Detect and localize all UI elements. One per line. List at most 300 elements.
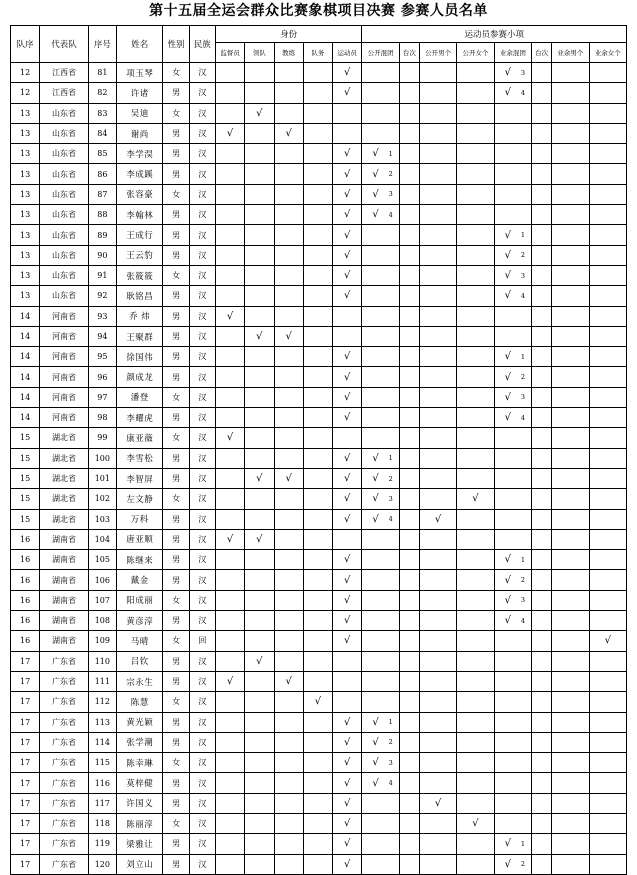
coach-cell xyxy=(274,834,303,854)
open-board-cell xyxy=(399,611,419,631)
ethnicity-cell: 汉 xyxy=(189,509,215,529)
open-board-cell xyxy=(399,570,419,590)
open-board-cell xyxy=(399,245,419,265)
header-amateur-board: 台次 xyxy=(532,43,552,63)
amateur-women-cell xyxy=(589,265,626,285)
name-cell: 李翰林 xyxy=(117,205,163,225)
gender-cell: 男 xyxy=(163,529,189,549)
open-team-cell xyxy=(362,387,399,407)
athlete-cell xyxy=(333,245,362,265)
amateur-men-cell xyxy=(552,367,589,387)
open-men-cell xyxy=(419,813,456,833)
coach-cell xyxy=(274,489,303,509)
header-row-top xyxy=(11,26,627,43)
coach-cell xyxy=(274,793,303,813)
open-board-cell xyxy=(399,732,419,752)
leader-cell xyxy=(245,83,274,103)
delegation-cell: 湖北省 xyxy=(40,509,88,529)
open-board-cell xyxy=(399,225,419,245)
open-men-cell xyxy=(419,773,456,793)
table-row xyxy=(11,184,627,204)
team-no-cell: 16 xyxy=(11,611,40,631)
open-men-cell xyxy=(419,834,456,854)
open-team-cell xyxy=(362,367,399,387)
athlete-cell xyxy=(333,408,362,428)
open-men-cell xyxy=(419,408,456,428)
open-board-cell xyxy=(399,468,419,488)
supervisor-cell xyxy=(215,144,244,164)
coach-cell xyxy=(274,590,303,610)
athlete-cell xyxy=(333,205,362,225)
open-team-cell xyxy=(362,326,399,346)
ethnicity-cell: 汉 xyxy=(189,184,215,204)
check-mark: √ xyxy=(504,858,512,870)
open-women-cell xyxy=(457,205,494,225)
amateur-board-cell xyxy=(532,123,552,143)
check-mark: √ xyxy=(344,351,351,363)
coach-cell xyxy=(274,184,303,204)
check-mark: √ xyxy=(256,655,263,667)
open-men-cell xyxy=(419,286,456,306)
open-women-cell xyxy=(457,773,494,793)
amateur-women-cell xyxy=(589,753,626,773)
amateur-board-cell xyxy=(532,367,552,387)
open-board-cell xyxy=(399,387,419,407)
amateur-women-cell xyxy=(589,306,626,326)
amateur-board-cell xyxy=(532,468,552,488)
seq-cell: 109 xyxy=(88,631,116,651)
open-women-cell xyxy=(457,692,494,712)
leader-cell xyxy=(245,225,274,245)
seq-cell: 96 xyxy=(88,367,116,387)
check-mark: √ xyxy=(372,452,379,464)
ethnicity-cell: 汉 xyxy=(189,813,215,833)
ethnicity-cell: 汉 xyxy=(189,570,215,590)
check-mark: √ xyxy=(372,513,379,525)
board-number: 3 xyxy=(388,190,393,199)
gender-cell: 男 xyxy=(163,671,189,691)
supervisor-cell xyxy=(215,103,244,123)
open-men-cell xyxy=(419,306,456,326)
header-gender: 性别 xyxy=(163,26,189,63)
coach-cell xyxy=(274,550,303,570)
header-delegation: 代表队 xyxy=(40,26,88,63)
amateur-men-cell xyxy=(552,732,589,752)
staff-cell xyxy=(303,286,332,306)
seq-cell: 89 xyxy=(88,225,116,245)
open-team-cell xyxy=(362,205,399,225)
header-ethnicity: 民族 xyxy=(189,26,215,63)
team-no-cell: 12 xyxy=(11,63,40,83)
check-mark: √ xyxy=(226,432,234,444)
check-mark: √ xyxy=(344,229,351,241)
ethnicity-cell: 汉 xyxy=(189,753,215,773)
roster-table xyxy=(10,25,627,875)
amateur-board-cell xyxy=(532,631,552,651)
open-women-cell xyxy=(457,529,494,549)
delegation-cell: 广东省 xyxy=(40,813,88,833)
amateur-women-cell xyxy=(589,184,626,204)
amateur-team-cell xyxy=(494,347,531,367)
amateur-men-cell xyxy=(552,671,589,691)
amateur-men-cell xyxy=(552,712,589,732)
delegation-cell: 湖南省 xyxy=(40,529,88,549)
coach-cell xyxy=(274,671,303,691)
open-team-cell xyxy=(362,611,399,631)
team-no-cell: 13 xyxy=(11,123,40,143)
board-number: 3 xyxy=(520,393,526,402)
open-men-cell xyxy=(419,184,456,204)
check-mark: √ xyxy=(504,290,512,302)
open-team-cell xyxy=(362,83,399,103)
open-women-cell xyxy=(457,225,494,245)
amateur-men-cell xyxy=(552,123,589,143)
ethnicity-cell: 汉 xyxy=(189,732,215,752)
team-no-cell: 13 xyxy=(11,103,40,123)
amateur-women-cell xyxy=(589,692,626,712)
check-mark: √ xyxy=(344,67,351,79)
coach-cell xyxy=(274,651,303,671)
amateur-women-cell xyxy=(589,326,626,346)
table-row xyxy=(11,245,627,265)
check-mark: √ xyxy=(504,270,512,282)
table-row xyxy=(11,468,627,488)
amateur-women-cell xyxy=(589,793,626,813)
ethnicity-cell: 汉 xyxy=(189,347,215,367)
table-row xyxy=(11,631,627,651)
coach-cell xyxy=(274,468,303,488)
board-number: 4 xyxy=(520,88,526,97)
open-women-cell xyxy=(457,347,494,367)
amateur-team-cell xyxy=(494,813,531,833)
seq-cell: 93 xyxy=(88,306,116,326)
name-cell: 阳成丽 xyxy=(117,590,163,610)
check-mark: √ xyxy=(344,594,351,606)
supervisor-cell xyxy=(215,164,244,184)
open-women-cell xyxy=(457,489,494,509)
name-cell: 刘立山 xyxy=(117,854,163,874)
seq-cell: 112 xyxy=(88,692,116,712)
athlete-cell xyxy=(333,367,362,387)
amateur-team-cell xyxy=(494,387,531,407)
amateur-team-cell xyxy=(494,448,531,468)
staff-cell xyxy=(303,712,332,732)
open-men-cell xyxy=(419,428,456,448)
name-cell: 许诸 xyxy=(117,83,163,103)
open-team-cell xyxy=(362,671,399,691)
seq-cell: 94 xyxy=(88,326,116,346)
supervisor-cell xyxy=(215,611,244,631)
ethnicity-cell: 汉 xyxy=(189,123,215,143)
open-women-cell xyxy=(457,611,494,631)
open-men-cell xyxy=(419,631,456,651)
leader-cell xyxy=(245,793,274,813)
check-mark: √ xyxy=(344,452,351,464)
check-mark: √ xyxy=(344,412,351,424)
supervisor-cell xyxy=(215,428,244,448)
amateur-women-cell xyxy=(589,712,626,732)
coach-cell xyxy=(274,164,303,184)
open-board-cell xyxy=(399,326,419,346)
coach-cell xyxy=(274,387,303,407)
athlete-cell xyxy=(333,712,362,732)
open-board-cell xyxy=(399,550,419,570)
name-cell: 张筱筱 xyxy=(117,265,163,285)
open-men-cell xyxy=(419,347,456,367)
check-mark: √ xyxy=(285,331,292,342)
gender-cell: 男 xyxy=(163,611,189,631)
amateur-team-cell xyxy=(494,753,531,773)
amateur-team-cell xyxy=(494,286,531,306)
board-number: 4 xyxy=(520,291,526,300)
coach-cell xyxy=(274,83,303,103)
coach-cell xyxy=(274,854,303,874)
table-row xyxy=(11,671,627,691)
open-team-cell xyxy=(362,753,399,773)
leader-cell xyxy=(245,387,274,407)
open-team-cell xyxy=(362,245,399,265)
seq-cell: 106 xyxy=(88,570,116,590)
open-team-cell xyxy=(362,550,399,570)
amateur-board-cell xyxy=(532,550,552,570)
supervisor-cell xyxy=(215,590,244,610)
supervisor-cell xyxy=(215,509,244,529)
header-open-men: 公开男个 xyxy=(419,43,456,63)
staff-cell xyxy=(303,692,332,712)
open-men-cell xyxy=(419,205,456,225)
team-no-cell: 13 xyxy=(11,144,40,164)
board-number: 2 xyxy=(520,860,526,869)
gender-cell: 女 xyxy=(163,692,189,712)
open-women-cell xyxy=(457,509,494,529)
open-men-cell xyxy=(419,732,456,752)
amateur-board-cell xyxy=(532,590,552,610)
delegation-cell: 湖北省 xyxy=(40,448,88,468)
amateur-board-cell xyxy=(532,225,552,245)
amateur-men-cell xyxy=(552,184,589,204)
ethnicity-cell: 汉 xyxy=(189,205,215,225)
open-men-cell xyxy=(419,611,456,631)
header-name: 姓名 xyxy=(117,26,163,63)
staff-cell xyxy=(303,83,332,103)
open-board-cell xyxy=(399,347,419,367)
ethnicity-cell: 汉 xyxy=(189,692,215,712)
open-women-cell xyxy=(457,570,494,590)
amateur-men-cell xyxy=(552,387,589,407)
header-seq: 序号 xyxy=(88,26,116,63)
amateur-women-cell xyxy=(589,448,626,468)
table-row xyxy=(11,408,627,428)
seq-cell: 81 xyxy=(88,63,116,83)
ethnicity-cell: 汉 xyxy=(189,793,215,813)
table-row xyxy=(11,448,627,468)
amateur-men-cell xyxy=(552,408,589,428)
athlete-cell xyxy=(333,83,362,103)
open-women-cell xyxy=(457,387,494,407)
board-number: 1 xyxy=(388,718,393,727)
check-mark: √ xyxy=(344,168,351,180)
coach-cell xyxy=(274,813,303,833)
gender-cell: 男 xyxy=(163,123,189,143)
open-team-cell xyxy=(362,529,399,549)
open-men-cell xyxy=(419,712,456,732)
open-board-cell xyxy=(399,834,419,854)
table-row xyxy=(11,347,627,367)
athlete-cell xyxy=(333,611,362,631)
open-women-cell xyxy=(457,834,494,854)
athlete-cell xyxy=(333,671,362,691)
athlete-cell xyxy=(333,773,362,793)
name-cell: 李学淏 xyxy=(117,144,163,164)
supervisor-cell xyxy=(215,753,244,773)
amateur-women-cell xyxy=(589,651,626,671)
table-row xyxy=(11,834,627,854)
open-team-cell xyxy=(362,732,399,752)
supervisor-cell xyxy=(215,184,244,204)
delegation-cell: 广东省 xyxy=(40,854,88,874)
staff-cell xyxy=(303,387,332,407)
gender-cell: 男 xyxy=(163,793,189,813)
supervisor-cell xyxy=(215,631,244,651)
amateur-board-cell xyxy=(532,245,552,265)
board-number: 1 xyxy=(520,352,526,361)
name-cell: 张容豪 xyxy=(117,184,163,204)
check-mark: √ xyxy=(504,249,512,261)
name-cell: 康亚薇 xyxy=(117,428,163,448)
delegation-cell: 江西省 xyxy=(40,83,88,103)
leader-cell xyxy=(245,550,274,570)
leader-cell xyxy=(245,63,274,83)
board-number: 4 xyxy=(520,413,526,422)
open-women-cell xyxy=(457,590,494,610)
amateur-board-cell xyxy=(532,712,552,732)
coach-cell xyxy=(274,205,303,225)
seq-cell: 97 xyxy=(88,387,116,407)
table-row xyxy=(11,509,627,529)
seq-cell: 88 xyxy=(88,205,116,225)
open-board-cell xyxy=(399,813,419,833)
check-mark: √ xyxy=(226,310,234,322)
check-mark: √ xyxy=(344,87,351,99)
gender-cell: 女 xyxy=(163,631,189,651)
board-number: 3 xyxy=(520,596,526,605)
supervisor-cell xyxy=(215,408,244,428)
ethnicity-cell: 汉 xyxy=(189,489,215,509)
check-mark: √ xyxy=(372,736,379,748)
gender-cell: 男 xyxy=(163,570,189,590)
amateur-board-cell xyxy=(532,611,552,631)
open-women-cell xyxy=(457,123,494,143)
staff-cell xyxy=(303,265,332,285)
team-no-cell: 14 xyxy=(11,408,40,428)
amateur-men-cell xyxy=(552,834,589,854)
open-team-cell xyxy=(362,184,399,204)
amateur-women-cell xyxy=(589,529,626,549)
seq-cell: 91 xyxy=(88,265,116,285)
name-cell: 黄彦淳 xyxy=(117,611,163,631)
seq-cell: 114 xyxy=(88,732,116,752)
supervisor-cell xyxy=(215,387,244,407)
open-men-cell xyxy=(419,103,456,123)
header-open-women: 公开女个 xyxy=(457,43,494,63)
board-number: 2 xyxy=(520,576,526,585)
check-mark: √ xyxy=(344,473,351,485)
amateur-board-cell xyxy=(532,489,552,509)
staff-cell xyxy=(303,123,332,143)
amateur-men-cell xyxy=(552,164,589,184)
board-number: 3 xyxy=(520,68,526,77)
amateur-women-cell xyxy=(589,550,626,570)
amateur-women-cell xyxy=(589,732,626,752)
team-no-cell: 17 xyxy=(11,753,40,773)
check-mark: √ xyxy=(472,818,479,830)
name-cell: 乔 炜 xyxy=(117,306,163,326)
amateur-board-cell xyxy=(532,793,552,813)
amateur-team-cell xyxy=(494,428,531,448)
athlete-cell xyxy=(333,428,362,448)
supervisor-cell xyxy=(215,83,244,103)
open-board-cell xyxy=(399,692,419,712)
table-row xyxy=(11,164,627,184)
name-cell: 李雪松 xyxy=(117,448,163,468)
check-mark: √ xyxy=(226,128,234,140)
amateur-women-cell xyxy=(589,225,626,245)
team-no-cell: 17 xyxy=(11,712,40,732)
supervisor-cell xyxy=(215,468,244,488)
amateur-men-cell xyxy=(552,265,589,285)
staff-cell xyxy=(303,428,332,448)
delegation-cell: 广东省 xyxy=(40,651,88,671)
amateur-team-cell xyxy=(494,671,531,691)
supervisor-cell xyxy=(215,692,244,712)
ethnicity-cell: 汉 xyxy=(189,854,215,874)
open-men-cell xyxy=(419,468,456,488)
leader-cell xyxy=(245,265,274,285)
check-mark: √ xyxy=(344,635,351,647)
seq-cell: 108 xyxy=(88,611,116,631)
gender-cell: 男 xyxy=(163,164,189,184)
amateur-board-cell xyxy=(532,387,552,407)
staff-cell xyxy=(303,611,332,631)
amateur-team-cell xyxy=(494,854,531,874)
amateur-board-cell xyxy=(532,306,552,326)
leader-cell xyxy=(245,144,274,164)
open-women-cell xyxy=(457,671,494,691)
team-no-cell: 16 xyxy=(11,529,40,549)
check-mark: √ xyxy=(504,615,512,627)
athlete-cell xyxy=(333,387,362,407)
coach-cell xyxy=(274,245,303,265)
leader-cell xyxy=(245,854,274,874)
supervisor-cell xyxy=(215,306,244,326)
leader-cell xyxy=(245,813,274,833)
staff-cell xyxy=(303,103,332,123)
coach-cell xyxy=(274,570,303,590)
leader-cell xyxy=(245,834,274,854)
open-men-cell xyxy=(419,164,456,184)
amateur-team-cell xyxy=(494,692,531,712)
name-cell: 徐国伟 xyxy=(117,347,163,367)
seq-cell: 118 xyxy=(88,813,116,833)
staff-cell xyxy=(303,753,332,773)
amateur-women-cell xyxy=(589,123,626,143)
delegation-cell: 山东省 xyxy=(40,225,88,245)
check-mark: √ xyxy=(344,858,351,870)
check-mark: √ xyxy=(344,148,351,160)
open-team-cell xyxy=(362,509,399,529)
leader-cell xyxy=(245,367,274,387)
open-women-cell xyxy=(457,448,494,468)
